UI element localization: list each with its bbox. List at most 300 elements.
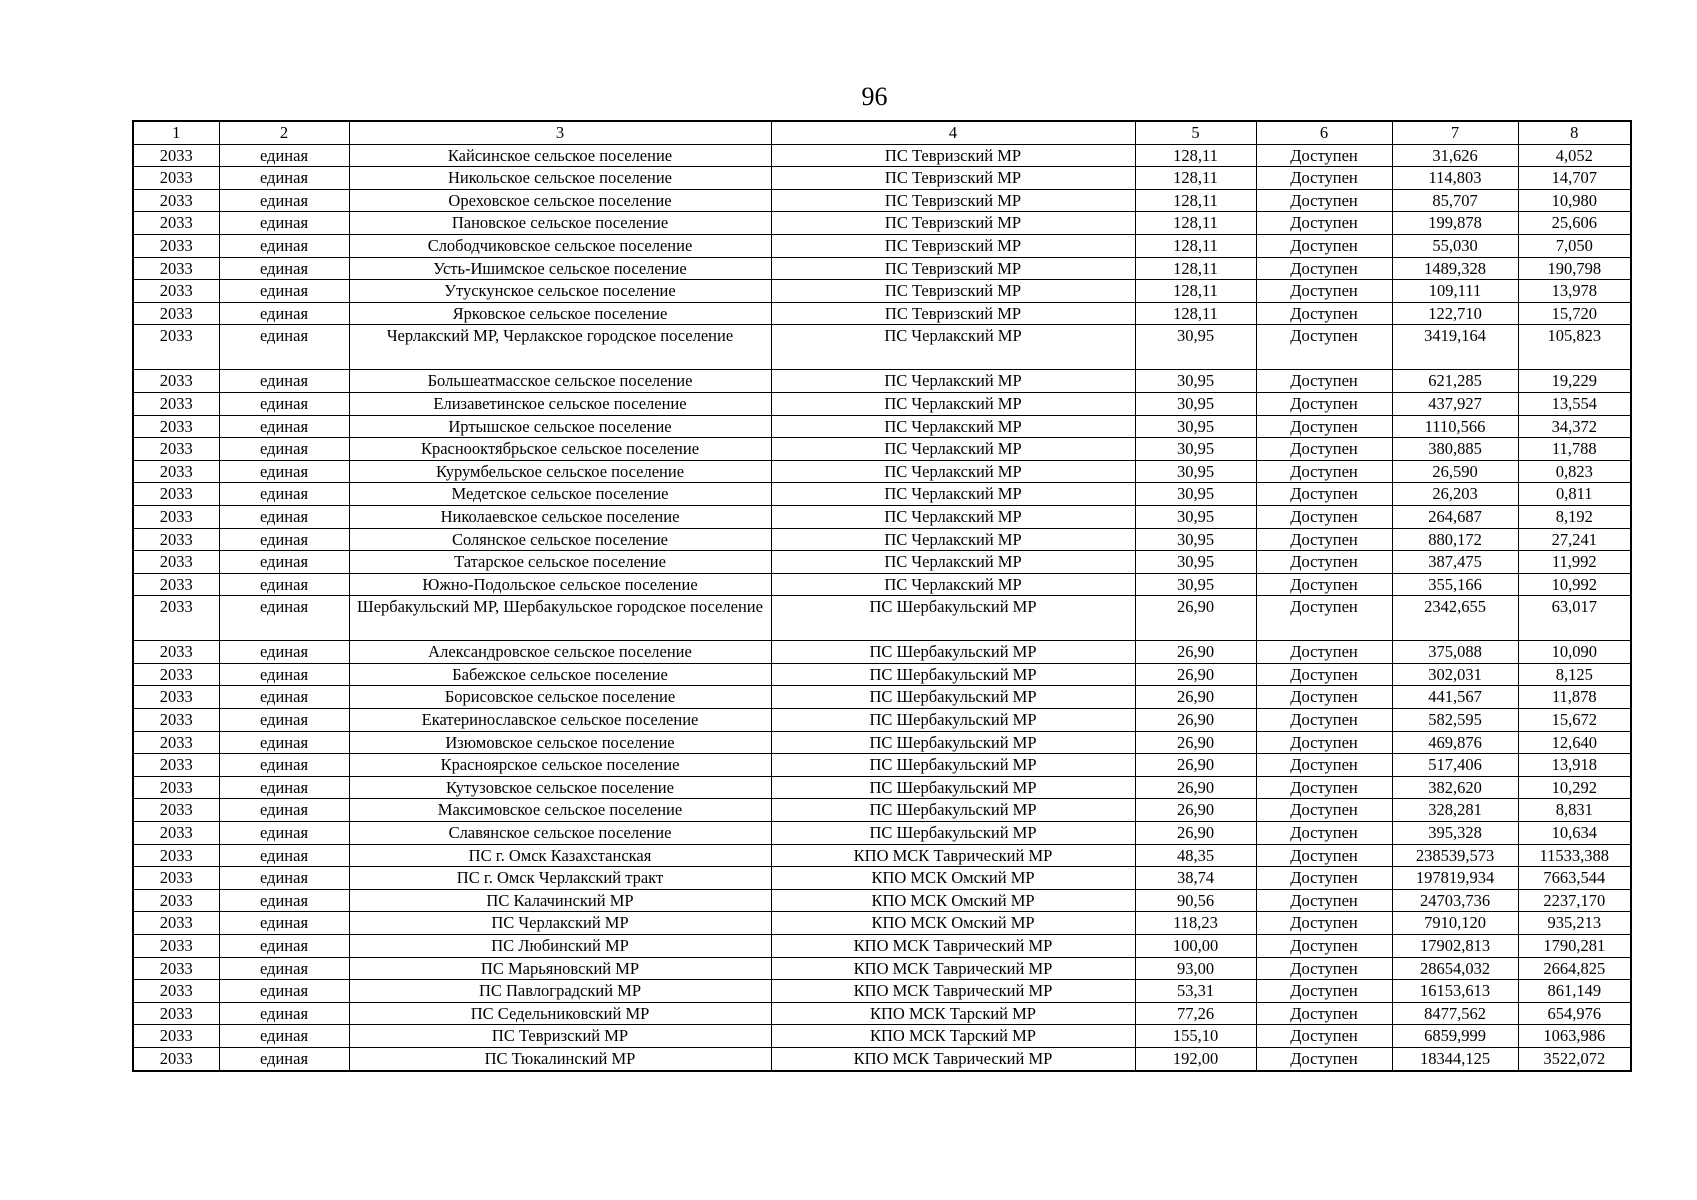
table-cell: 238539,573	[1392, 844, 1518, 867]
table-cell: 2033	[133, 844, 219, 867]
table-cell: 8,125	[1518, 663, 1631, 686]
header-cell: 5	[1135, 121, 1256, 144]
table-cell: Доступен	[1256, 1025, 1392, 1048]
header-cell: 2	[219, 121, 349, 144]
table-cell: ПС Тевризский МР	[349, 1025, 771, 1048]
table-cell: 387,475	[1392, 551, 1518, 574]
table-cell: 654,976	[1518, 1002, 1631, 1025]
table-cell: 77,26	[1135, 1002, 1256, 1025]
table-cell: ПС Тюкалинский МР	[349, 1047, 771, 1070]
table-cell: 27,241	[1518, 528, 1631, 551]
table-cell: Доступен	[1256, 709, 1392, 732]
table-cell: Доступен	[1256, 528, 1392, 551]
table-cell: 34,372	[1518, 415, 1631, 438]
table-cell: единая	[219, 641, 349, 664]
table-cell: 2033	[133, 144, 219, 167]
table-row	[133, 596, 1631, 641]
table-cell: Доступен	[1256, 867, 1392, 890]
table-cell: 7,050	[1518, 234, 1631, 257]
table-cell: ПС Черлакский МР	[771, 415, 1135, 438]
table-cell: 355,166	[1392, 573, 1518, 596]
table-cell: 197819,934	[1392, 867, 1518, 890]
table-cell: КПО МСК Тарский МР	[771, 1002, 1135, 1025]
table-cell: 15,720	[1518, 302, 1631, 325]
table-cell: 8,192	[1518, 505, 1631, 528]
table-cell: Александровское сельское поселение	[349, 641, 771, 664]
table-cell: единая	[219, 596, 349, 641]
table-cell: ПС Шербакульский МР	[771, 822, 1135, 845]
table-row	[133, 980, 1631, 1003]
table-cell: 2342,655	[1392, 596, 1518, 641]
table-cell: 2033	[133, 392, 219, 415]
table-cell: 13,554	[1518, 392, 1631, 415]
table-cell: единая	[219, 776, 349, 799]
table-cell: 63,017	[1518, 596, 1631, 641]
table-cell: 3419,164	[1392, 325, 1518, 370]
table-cell: единая	[219, 663, 349, 686]
table-cell: единая	[219, 280, 349, 303]
table-row	[133, 212, 1631, 235]
table-row	[133, 167, 1631, 190]
table-row	[133, 889, 1631, 912]
table-cell: 395,328	[1392, 822, 1518, 845]
table-cell: 90,56	[1135, 889, 1256, 912]
table-cell: 2033	[133, 1002, 219, 1025]
table-header-row	[133, 121, 1631, 144]
table-cell: ПС Тевризский МР	[771, 302, 1135, 325]
table-cell: 4,052	[1518, 144, 1631, 167]
table-cell: 38,74	[1135, 867, 1256, 890]
table-cell: 2033	[133, 483, 219, 506]
table-cell: 880,172	[1392, 528, 1518, 551]
table-row	[133, 528, 1631, 551]
table-cell: КПО МСК Таврический МР	[771, 1047, 1135, 1070]
table-row	[133, 663, 1631, 686]
table-cell: КПО МСК Таврический МР	[771, 844, 1135, 867]
table-cell: ПС Черлакский МР	[771, 573, 1135, 596]
table-cell: ПС Калачинский МР	[349, 889, 771, 912]
table-row	[133, 325, 1631, 370]
table-cell: 26,90	[1135, 799, 1256, 822]
table-row	[133, 822, 1631, 845]
table-cell: 85,707	[1392, 189, 1518, 212]
table-cell: единая	[219, 844, 349, 867]
table-cell: единая	[219, 799, 349, 822]
table-cell: 11,878	[1518, 686, 1631, 709]
table-cell: Доступен	[1256, 257, 1392, 280]
table-cell: 2033	[133, 799, 219, 822]
table-cell: Татарское сельское поселение	[349, 551, 771, 574]
table-cell: единая	[219, 573, 349, 596]
table-cell: 93,00	[1135, 957, 1256, 980]
table-cell: ПС Тевризский МР	[771, 189, 1135, 212]
table-cell: 2033	[133, 822, 219, 845]
table-cell: 2033	[133, 1025, 219, 1048]
table-cell: ПС Черлакский МР	[771, 528, 1135, 551]
table-cell: 328,281	[1392, 799, 1518, 822]
header-cell: 6	[1256, 121, 1392, 144]
table-cell: 30,95	[1135, 325, 1256, 370]
table-cell: единая	[219, 257, 349, 280]
table-cell: 109,111	[1392, 280, 1518, 303]
table-cell: единая	[219, 438, 349, 461]
table-cell: 26,90	[1135, 663, 1256, 686]
table-row	[133, 641, 1631, 664]
table-cell: 2033	[133, 776, 219, 799]
table-cell: ПС Тевризский МР	[771, 212, 1135, 235]
table-cell: Доступен	[1256, 889, 1392, 912]
table-cell: ПС Черлакский МР	[771, 551, 1135, 574]
table-cell: Доступен	[1256, 573, 1392, 596]
table-cell: единая	[219, 212, 349, 235]
table-cell: 380,885	[1392, 438, 1518, 461]
table-cell: ПС Шербакульский МР	[771, 641, 1135, 664]
table-cell: Доступен	[1256, 731, 1392, 754]
table-cell: 10,634	[1518, 822, 1631, 845]
table-cell: 128,11	[1135, 144, 1256, 167]
table-cell: единая	[219, 234, 349, 257]
table-row	[133, 483, 1631, 506]
table-row	[133, 844, 1631, 867]
table-cell: 8477,562	[1392, 1002, 1518, 1025]
table-row	[133, 731, 1631, 754]
table-body	[133, 144, 1631, 1070]
table-cell: единая	[219, 980, 349, 1003]
table-cell: Славянское сельское поселение	[349, 822, 771, 845]
table-cell: 128,11	[1135, 167, 1256, 190]
table-cell: единая	[219, 551, 349, 574]
table-cell: Доступен	[1256, 144, 1392, 167]
table-cell: Доступен	[1256, 551, 1392, 574]
table-cell: Южно-Подольское сельское поселение	[349, 573, 771, 596]
table-cell: 2033	[133, 686, 219, 709]
table-cell: Доступен	[1256, 280, 1392, 303]
table-cell: 30,95	[1135, 392, 1256, 415]
table-row	[133, 280, 1631, 303]
table-cell: 1790,281	[1518, 935, 1631, 958]
table-cell: 2033	[133, 957, 219, 980]
table-cell: Доступен	[1256, 415, 1392, 438]
table-cell: 441,567	[1392, 686, 1518, 709]
table-cell: Доступен	[1256, 663, 1392, 686]
table-cell: 2033	[133, 302, 219, 325]
table-cell: единая	[219, 867, 349, 890]
table-cell: 2033	[133, 935, 219, 958]
header-cell: 1	[133, 121, 219, 144]
table-cell: КПО МСК Таврический МР	[771, 980, 1135, 1003]
table-cell: 2033	[133, 280, 219, 303]
table-cell: единая	[219, 392, 349, 415]
table-cell: Доступен	[1256, 460, 1392, 483]
table-cell: единая	[219, 370, 349, 393]
table-cell: 105,823	[1518, 325, 1631, 370]
table-cell: 1489,328	[1392, 257, 1518, 280]
table-cell: ПС Черлакский МР	[771, 325, 1135, 370]
table-cell: Ореховское сельское поселение	[349, 189, 771, 212]
table-cell: 2033	[133, 212, 219, 235]
table-cell: Доступен	[1256, 1002, 1392, 1025]
table-row	[133, 1047, 1631, 1070]
table-cell: 2033	[133, 551, 219, 574]
table-cell: ПС Тевризский МР	[771, 144, 1135, 167]
table-cell: 2033	[133, 912, 219, 935]
table-cell: 2033	[133, 460, 219, 483]
table-cell: 2033	[133, 889, 219, 912]
table-cell: ПС Марьяновский МР	[349, 957, 771, 980]
table-row	[133, 144, 1631, 167]
table-row	[133, 867, 1631, 890]
table-cell: Борисовское сельское поселение	[349, 686, 771, 709]
table-cell: Доступен	[1256, 822, 1392, 845]
table-cell: ПС Тевризский МР	[771, 280, 1135, 303]
table-cell: Доступен	[1256, 776, 1392, 799]
table-cell: 128,11	[1135, 302, 1256, 325]
table-cell: единая	[219, 325, 349, 370]
table-cell: 2033	[133, 189, 219, 212]
table-cell: единая	[219, 709, 349, 732]
table-cell: Доступен	[1256, 234, 1392, 257]
table-cell: 2033	[133, 234, 219, 257]
table-cell: ПС г. Омск Черлакский тракт	[349, 867, 771, 890]
table-cell: 2033	[133, 167, 219, 190]
table-cell: единая	[219, 1002, 349, 1025]
table-cell: 30,95	[1135, 573, 1256, 596]
table-cell: 24703,736	[1392, 889, 1518, 912]
table-cell: Доступен	[1256, 754, 1392, 777]
table-cell: Доступен	[1256, 212, 1392, 235]
table-cell: 7910,120	[1392, 912, 1518, 935]
table-row	[133, 438, 1631, 461]
table-cell: Кайсинское сельское поселение	[349, 144, 771, 167]
table-cell: КПО МСК Омский МР	[771, 889, 1135, 912]
table-cell: 861,149	[1518, 980, 1631, 1003]
table-cell: 2237,170	[1518, 889, 1631, 912]
table-cell: Черлакский МР, Черлакское городское поселение	[349, 325, 771, 370]
table-cell: 1110,566	[1392, 415, 1518, 438]
table-cell: 13,978	[1518, 280, 1631, 303]
table-cell: 11,788	[1518, 438, 1631, 461]
table-cell: 16153,613	[1392, 980, 1518, 1003]
table-cell: 26,90	[1135, 686, 1256, 709]
table-row	[133, 189, 1631, 212]
table-cell: 17902,813	[1392, 935, 1518, 958]
table-cell: 2033	[133, 415, 219, 438]
header-cell: 8	[1518, 121, 1631, 144]
table-cell: 0,823	[1518, 460, 1631, 483]
table-cell: 2033	[133, 709, 219, 732]
table-cell: 302,031	[1392, 663, 1518, 686]
table-cell: КПО МСК Омский МР	[771, 867, 1135, 890]
table-cell: Пановское сельское поселение	[349, 212, 771, 235]
table-cell: 2033	[133, 257, 219, 280]
table-cell: 10,980	[1518, 189, 1631, 212]
page-number: 96	[861, 82, 888, 111]
table-cell: Изюмовское сельское поселение	[349, 731, 771, 754]
table-cell: Доступен	[1256, 505, 1392, 528]
table-cell: Доступен	[1256, 167, 1392, 190]
table-cell: 2033	[133, 370, 219, 393]
table-cell: Доступен	[1256, 483, 1392, 506]
table-cell: ПС Черлакский МР	[349, 912, 771, 935]
table-cell: Доступен	[1256, 641, 1392, 664]
table-cell: 114,803	[1392, 167, 1518, 190]
table-cell: КПО МСК Таврический МР	[771, 935, 1135, 958]
table-cell: Медетское сельское поселение	[349, 483, 771, 506]
table-cell: Доступен	[1256, 912, 1392, 935]
table-cell: 2033	[133, 505, 219, 528]
table-row	[133, 551, 1631, 574]
table-cell: единая	[219, 822, 349, 845]
table-cell: единая	[219, 889, 349, 912]
table-cell: 30,95	[1135, 505, 1256, 528]
header-cell: 4	[771, 121, 1135, 144]
table-cell: единая	[219, 460, 349, 483]
table-cell: 6859,999	[1392, 1025, 1518, 1048]
table-cell: Елизаветинское сельское поселение	[349, 392, 771, 415]
table-cell: ПС Шербакульский МР	[771, 709, 1135, 732]
table-cell: 30,95	[1135, 528, 1256, 551]
table-cell: КПО МСК Тарский МР	[771, 1025, 1135, 1048]
table-cell: 18344,125	[1392, 1047, 1518, 1070]
table-row	[133, 257, 1631, 280]
table-cell: ПС Тевризский МР	[771, 257, 1135, 280]
table-row	[133, 754, 1631, 777]
table-cell: 10,090	[1518, 641, 1631, 664]
table-cell: Красноярское сельское поселение	[349, 754, 771, 777]
table-cell: 2033	[133, 596, 219, 641]
table-cell: 2033	[133, 731, 219, 754]
table-cell: 48,35	[1135, 844, 1256, 867]
table-cell: Иртышское сельское поселение	[349, 415, 771, 438]
table-cell: 12,640	[1518, 731, 1631, 754]
table-cell: Доступен	[1256, 392, 1392, 415]
table-cell: 28654,032	[1392, 957, 1518, 980]
table-cell: Ярковское сельское поселение	[349, 302, 771, 325]
table-cell: Доступен	[1256, 844, 1392, 867]
table-cell: единая	[219, 167, 349, 190]
table-cell: 19,229	[1518, 370, 1631, 393]
table-cell: 26,90	[1135, 641, 1256, 664]
table-cell: ПС Черлакский МР	[771, 392, 1135, 415]
table-row	[133, 370, 1631, 393]
table-row	[133, 573, 1631, 596]
table-cell: 15,672	[1518, 709, 1631, 732]
table-cell: Никольское сельское поселение	[349, 167, 771, 190]
table-cell: 26,90	[1135, 596, 1256, 641]
table-cell: 2033	[133, 325, 219, 370]
data-table	[132, 120, 1632, 1072]
table-row	[133, 686, 1631, 709]
table-cell: единая	[219, 302, 349, 325]
table-cell: ПС Шербакульский МР	[771, 663, 1135, 686]
table-cell: Слободчиковское сельское поселение	[349, 234, 771, 257]
table-cell: 2664,825	[1518, 957, 1631, 980]
table-cell: Большеатмасское сельское поселение	[349, 370, 771, 393]
table-cell: 55,030	[1392, 234, 1518, 257]
table-cell: единая	[219, 686, 349, 709]
table-row	[133, 709, 1631, 732]
table-cell: ПС Черлакский МР	[771, 483, 1135, 506]
table-cell: Утускунское сельское поселение	[349, 280, 771, 303]
table-cell: Екатеринославское сельское поселение	[349, 709, 771, 732]
table-row	[133, 776, 1631, 799]
table-cell: 13,918	[1518, 754, 1631, 777]
table-cell: Шербакульский МР, Шербакульское городское поселение	[349, 596, 771, 641]
table-cell: 11,992	[1518, 551, 1631, 574]
table-cell: 26,90	[1135, 709, 1256, 732]
table-cell: ПС Тевризский МР	[771, 234, 1135, 257]
table-row	[133, 935, 1631, 958]
table-cell: 2033	[133, 754, 219, 777]
table-cell: ПС Павлоградский МР	[349, 980, 771, 1003]
table-cell: 14,707	[1518, 167, 1631, 190]
table-cell: Усть-Ишимское сельское поселение	[349, 257, 771, 280]
table-cell: Бабежское сельское поселение	[349, 663, 771, 686]
table-cell: 30,95	[1135, 370, 1256, 393]
table-cell: ПС Черлакский МР	[771, 505, 1135, 528]
table-cell: 11533,388	[1518, 844, 1631, 867]
table-cell: 30,95	[1135, 415, 1256, 438]
table-cell: 517,406	[1392, 754, 1518, 777]
table-cell: 128,11	[1135, 280, 1256, 303]
table-cell: 53,31	[1135, 980, 1256, 1003]
table-cell: 26,90	[1135, 731, 1256, 754]
table-cell: 375,088	[1392, 641, 1518, 664]
table-row	[133, 799, 1631, 822]
table-cell: 100,00	[1135, 935, 1256, 958]
table-cell: Доступен	[1256, 189, 1392, 212]
table-cell: ПС Шербакульский МР	[771, 776, 1135, 799]
table-cell: 2033	[133, 528, 219, 551]
table-cell: 621,285	[1392, 370, 1518, 393]
table-cell: 31,626	[1392, 144, 1518, 167]
table-cell: Доступен	[1256, 325, 1392, 370]
table-cell: 26,90	[1135, 754, 1256, 777]
table-cell: 25,606	[1518, 212, 1631, 235]
table-cell: единая	[219, 1025, 349, 1048]
table-cell: 192,00	[1135, 1047, 1256, 1070]
table-cell: 2033	[133, 980, 219, 1003]
table-cell: 30,95	[1135, 460, 1256, 483]
table-row	[133, 234, 1631, 257]
table-cell: 382,620	[1392, 776, 1518, 799]
table-cell: 437,927	[1392, 392, 1518, 415]
table-cell: единая	[219, 144, 349, 167]
table-cell: единая	[219, 912, 349, 935]
table-row	[133, 1002, 1631, 1025]
header-cell: 3	[349, 121, 771, 144]
table-cell: единая	[219, 1047, 349, 1070]
table-cell: 30,95	[1135, 551, 1256, 574]
table-cell: 7663,544	[1518, 867, 1631, 890]
table-cell: Доступен	[1256, 370, 1392, 393]
table-cell: единая	[219, 935, 349, 958]
table-cell: Доступен	[1256, 799, 1392, 822]
table-cell: 128,11	[1135, 234, 1256, 257]
table-cell: ПС Черлакский МР	[771, 460, 1135, 483]
table-row	[133, 1025, 1631, 1048]
table-cell: 190,798	[1518, 257, 1631, 280]
table-cell: ПС Черлакский МР	[771, 438, 1135, 461]
table-row	[133, 415, 1631, 438]
table-cell: 118,23	[1135, 912, 1256, 935]
table-cell: ПС Шербакульский МР	[771, 731, 1135, 754]
table-cell: ПС Любинский МР	[349, 935, 771, 958]
table-cell: ПС Черлакский МР	[771, 370, 1135, 393]
table-cell: 30,95	[1135, 483, 1256, 506]
table-cell: Доступен	[1256, 957, 1392, 980]
table-cell: 128,11	[1135, 212, 1256, 235]
